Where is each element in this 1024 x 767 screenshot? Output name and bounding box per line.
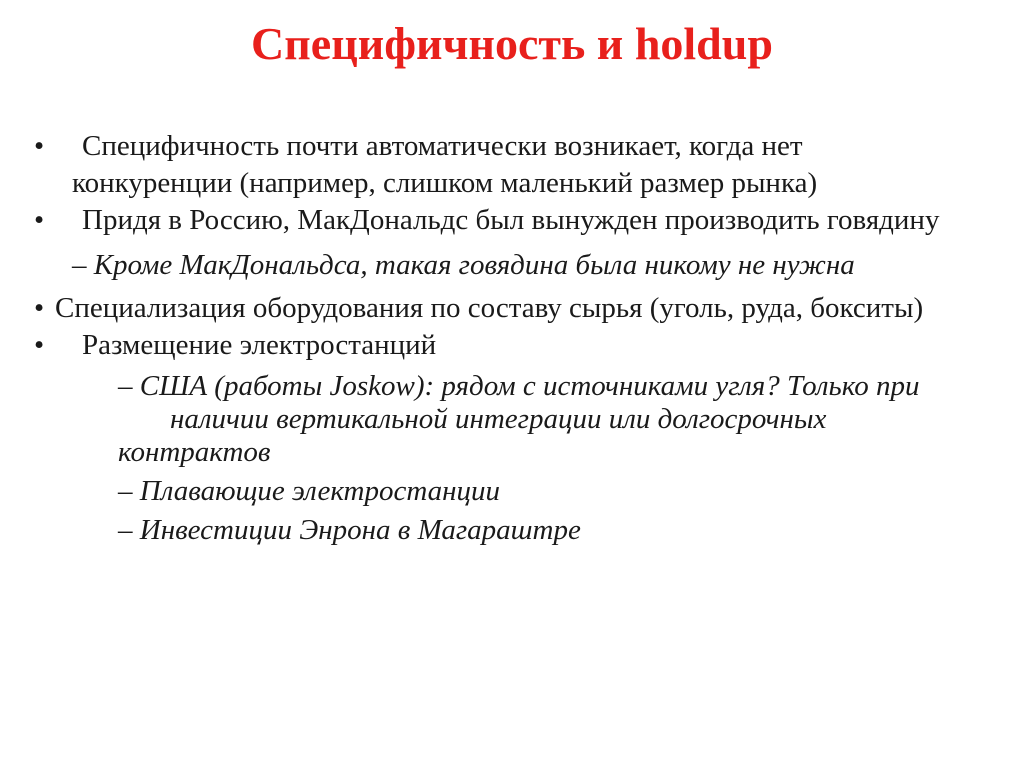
bullet-text: Специализация оборудования по составу сырья (уголь, руда, бокситы): [55, 292, 924, 324]
sub-item-mcdonalds-beef: – Кроме МакДональдса, такая говядина была никому не нужна: [72, 249, 855, 281]
sub-item-usa-part2: наличии вертикальной интеграции или долгосрочных контрактов: [118, 403, 827, 468]
bullet-dot: •: [34, 329, 45, 361]
bullet-text: Специфичность почти автоматически возникает, когда нет конкуренции (например, слишком маленький размер рынка): [72, 130, 818, 199]
sub-item-usa-joskow: [0, 370, 924, 469]
sub-item-enron: – Инвестиции Энрона в Магараштре: [118, 514, 581, 546]
bullet-dot: •: [34, 292, 45, 324]
slide-title: Специфичность и holdup: [251, 18, 773, 69]
bullet-item-mcdonalds: [0, 202, 964, 239]
sub-item-floating-plants: – Плавающие электростанции: [118, 475, 501, 507]
slide-content: [0, 128, 1024, 547]
bullet-item-equipment: [0, 290, 964, 327]
bullet-dot: •: [34, 204, 45, 236]
sub-item-usa-part1: – США (работы Joskow): рядом с источниками угля? Только при: [118, 370, 920, 402]
bullet-dot: •: [34, 130, 45, 162]
bullet-item-power-plants: [0, 327, 964, 364]
bullet-item-specificity: [0, 128, 964, 202]
bullet-text: Размещение электростанций: [82, 329, 437, 361]
bullet-text: Придя в Россию, МакДональдс был вынужден производить говядину: [82, 204, 940, 236]
